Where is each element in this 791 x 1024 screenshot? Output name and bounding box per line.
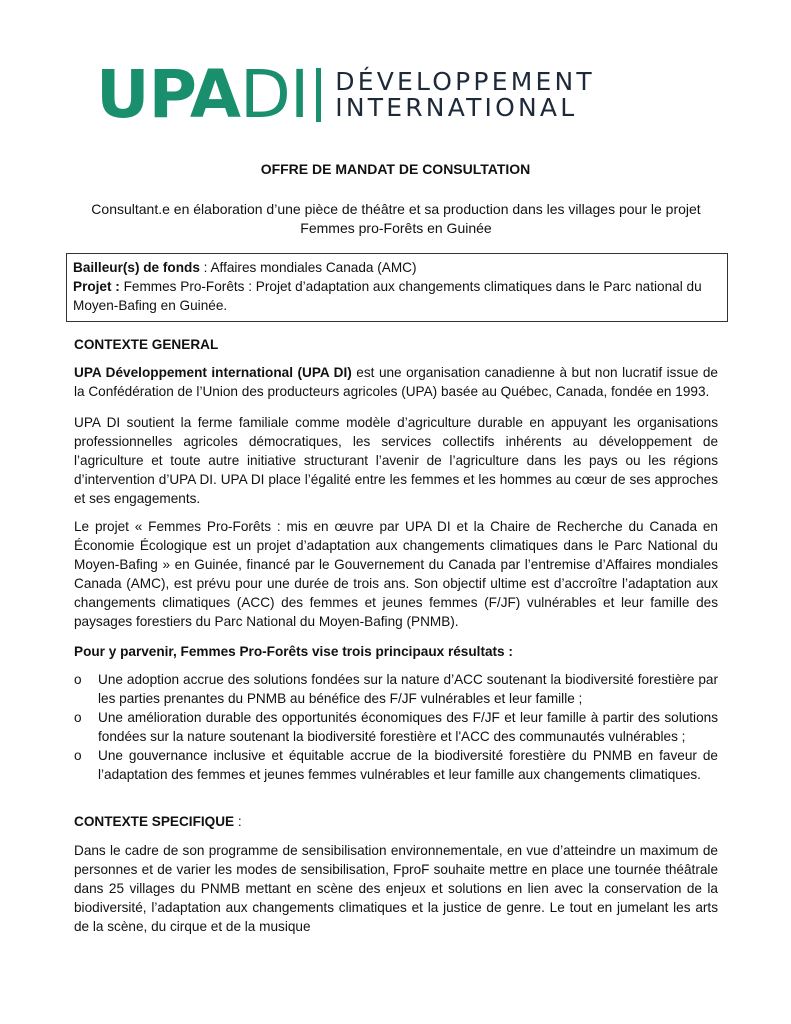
- logo-wordmark: [335, 69, 595, 121]
- upa-di-name: UPA Développement international (UPA DI): [74, 365, 352, 380]
- list-item: [74, 670, 718, 708]
- list-item: [74, 708, 718, 746]
- logo-divider: [316, 68, 321, 122]
- logo-word-international: INTERNATIONAL: [335, 93, 578, 122]
- logo-mark-di: DI: [240, 56, 309, 133]
- logo-mark: [96, 56, 309, 133]
- project-label: Projet :: [73, 279, 120, 294]
- bullet: o: [74, 710, 82, 725]
- project-value: Femmes Pro-Forêts : Projet d’adaptation aux changements climatiques dans le Parc national du Moyen-Bafing en Guinée.: [73, 279, 702, 313]
- logo-word-developpement: DÉVELOPPEMENT: [335, 67, 595, 96]
- heading-contexte-specifique-colon: :: [234, 814, 242, 829]
- funder-line: [73, 258, 721, 277]
- funder-value: : Affaires mondiales Canada (AMC): [199, 260, 417, 275]
- document-title: OFFRE DE MANDAT DE CONSULTATION: [260, 161, 531, 177]
- heading-contexte-general: CONTEXTE GENERAL: [74, 337, 219, 352]
- heading-results: Pour y parvenir, Femmes Pro-Forêts vise trois principaux résultats :: [74, 644, 513, 659]
- paragraph-projet: Le projet « Femmes Pro-Forêts : mis en œuvre par UPA DI et la Chaire de Recherche du Canada en Économie Écologique est un projet d’adaptation aux changements climatiques dans le Parc National du Moyen-Bafing » en Guinée, financé par le Gouvernement du Canada par l’entremise d’Affaires mondiales Canada (AMC), est prévu pour une durée de trois ans. Son objectif ultime est d’accroître l’adaptation aux changements climatiques (ACC) des femmes et jeunes femmes (F/JF) vulnérables et leur famille des paysages forestiers du Parc National du Moyen-Bafing (PNMB).: [74, 519, 718, 629]
- project-line: [73, 277, 721, 315]
- heading-contexte-specifique-line: [74, 812, 718, 831]
- upa-di-logo: [96, 56, 595, 133]
- logo-mark-upa: UPA: [96, 56, 240, 133]
- result-3-text: Une gouvernance inclusive et équitable accrue de la biodiversité forestière du PNMB en faveur de l’adaptation des femmes et jeunes femmes vulnérables et leur famille aux changements climatiques.: [98, 748, 718, 782]
- upa-di-intro-text: est une organisation canadienne à but non lucratif issue de la Confédération de l’Union des producteurs agricoles (UPA) basée au Québec, Canada, fondée en 1993.: [74, 365, 718, 399]
- bullet: o: [74, 672, 82, 687]
- bullet: o: [74, 748, 82, 763]
- result-1-text: Une adoption accrue des solutions fondées sur la nature d’ACC soutenant la biodiversité forestière par les parties prenantes du PNMB au bénéfice des F/JF vulnérables et leur famille ;: [98, 672, 718, 706]
- heading-contexte-specifique: CONTEXTE SPECIFIQUE: [74, 814, 235, 829]
- list-item: [74, 746, 718, 784]
- paragraph-upa-di-mission: UPA DI soutient la ferme familiale comme modèle d’agriculture durable en appuyant les organisations professionnelles agricoles démocratiques, les services collectifs inhérents au développement de l’agriculture et toute autre initiative structurant l’avenir de l’agriculture dans les pays ou les régions d’intervention d’UPA DI. UPA DI place l’égalité entre les femmes et les hommes au cœur de ses approches et ses engagements.: [74, 415, 718, 506]
- funding-info-box: [66, 253, 728, 322]
- document-subtitle: Consultant.e en élaboration d’une pièce de théâtre et sa production dans les villages pour le projet Femmes pro-Forêts en Guinée: [91, 201, 701, 236]
- funder-label: Bailleur(s) de fonds: [73, 260, 200, 275]
- result-2-text: Une amélioration durable des opportunités économiques des F/JF et leur famille à partir des solutions fondées sur la nature soutenant la biodiversité forestière et l'ACC des communautés vulnérables ;: [98, 710, 718, 744]
- results-list: [74, 670, 718, 784]
- paragraph-upa-di-intro: [74, 363, 718, 401]
- paragraph-contexte-specifique: Dans le cadre de son programme de sensibilisation environnementale, en vue d’atteindre un maximum de personnes et de varier les modes de sensibilisation, FproF souhaite mettre en place une tournée théâtrale dans 25 villages du PNMB mettant en scène des enjeux et solutions en lien avec la conservation de la biodiversité, l’adaptation aux changements climatiques et la justice de genre. Le tout en jumelant les arts de la scène, du cirque et de la musique: [74, 843, 718, 934]
